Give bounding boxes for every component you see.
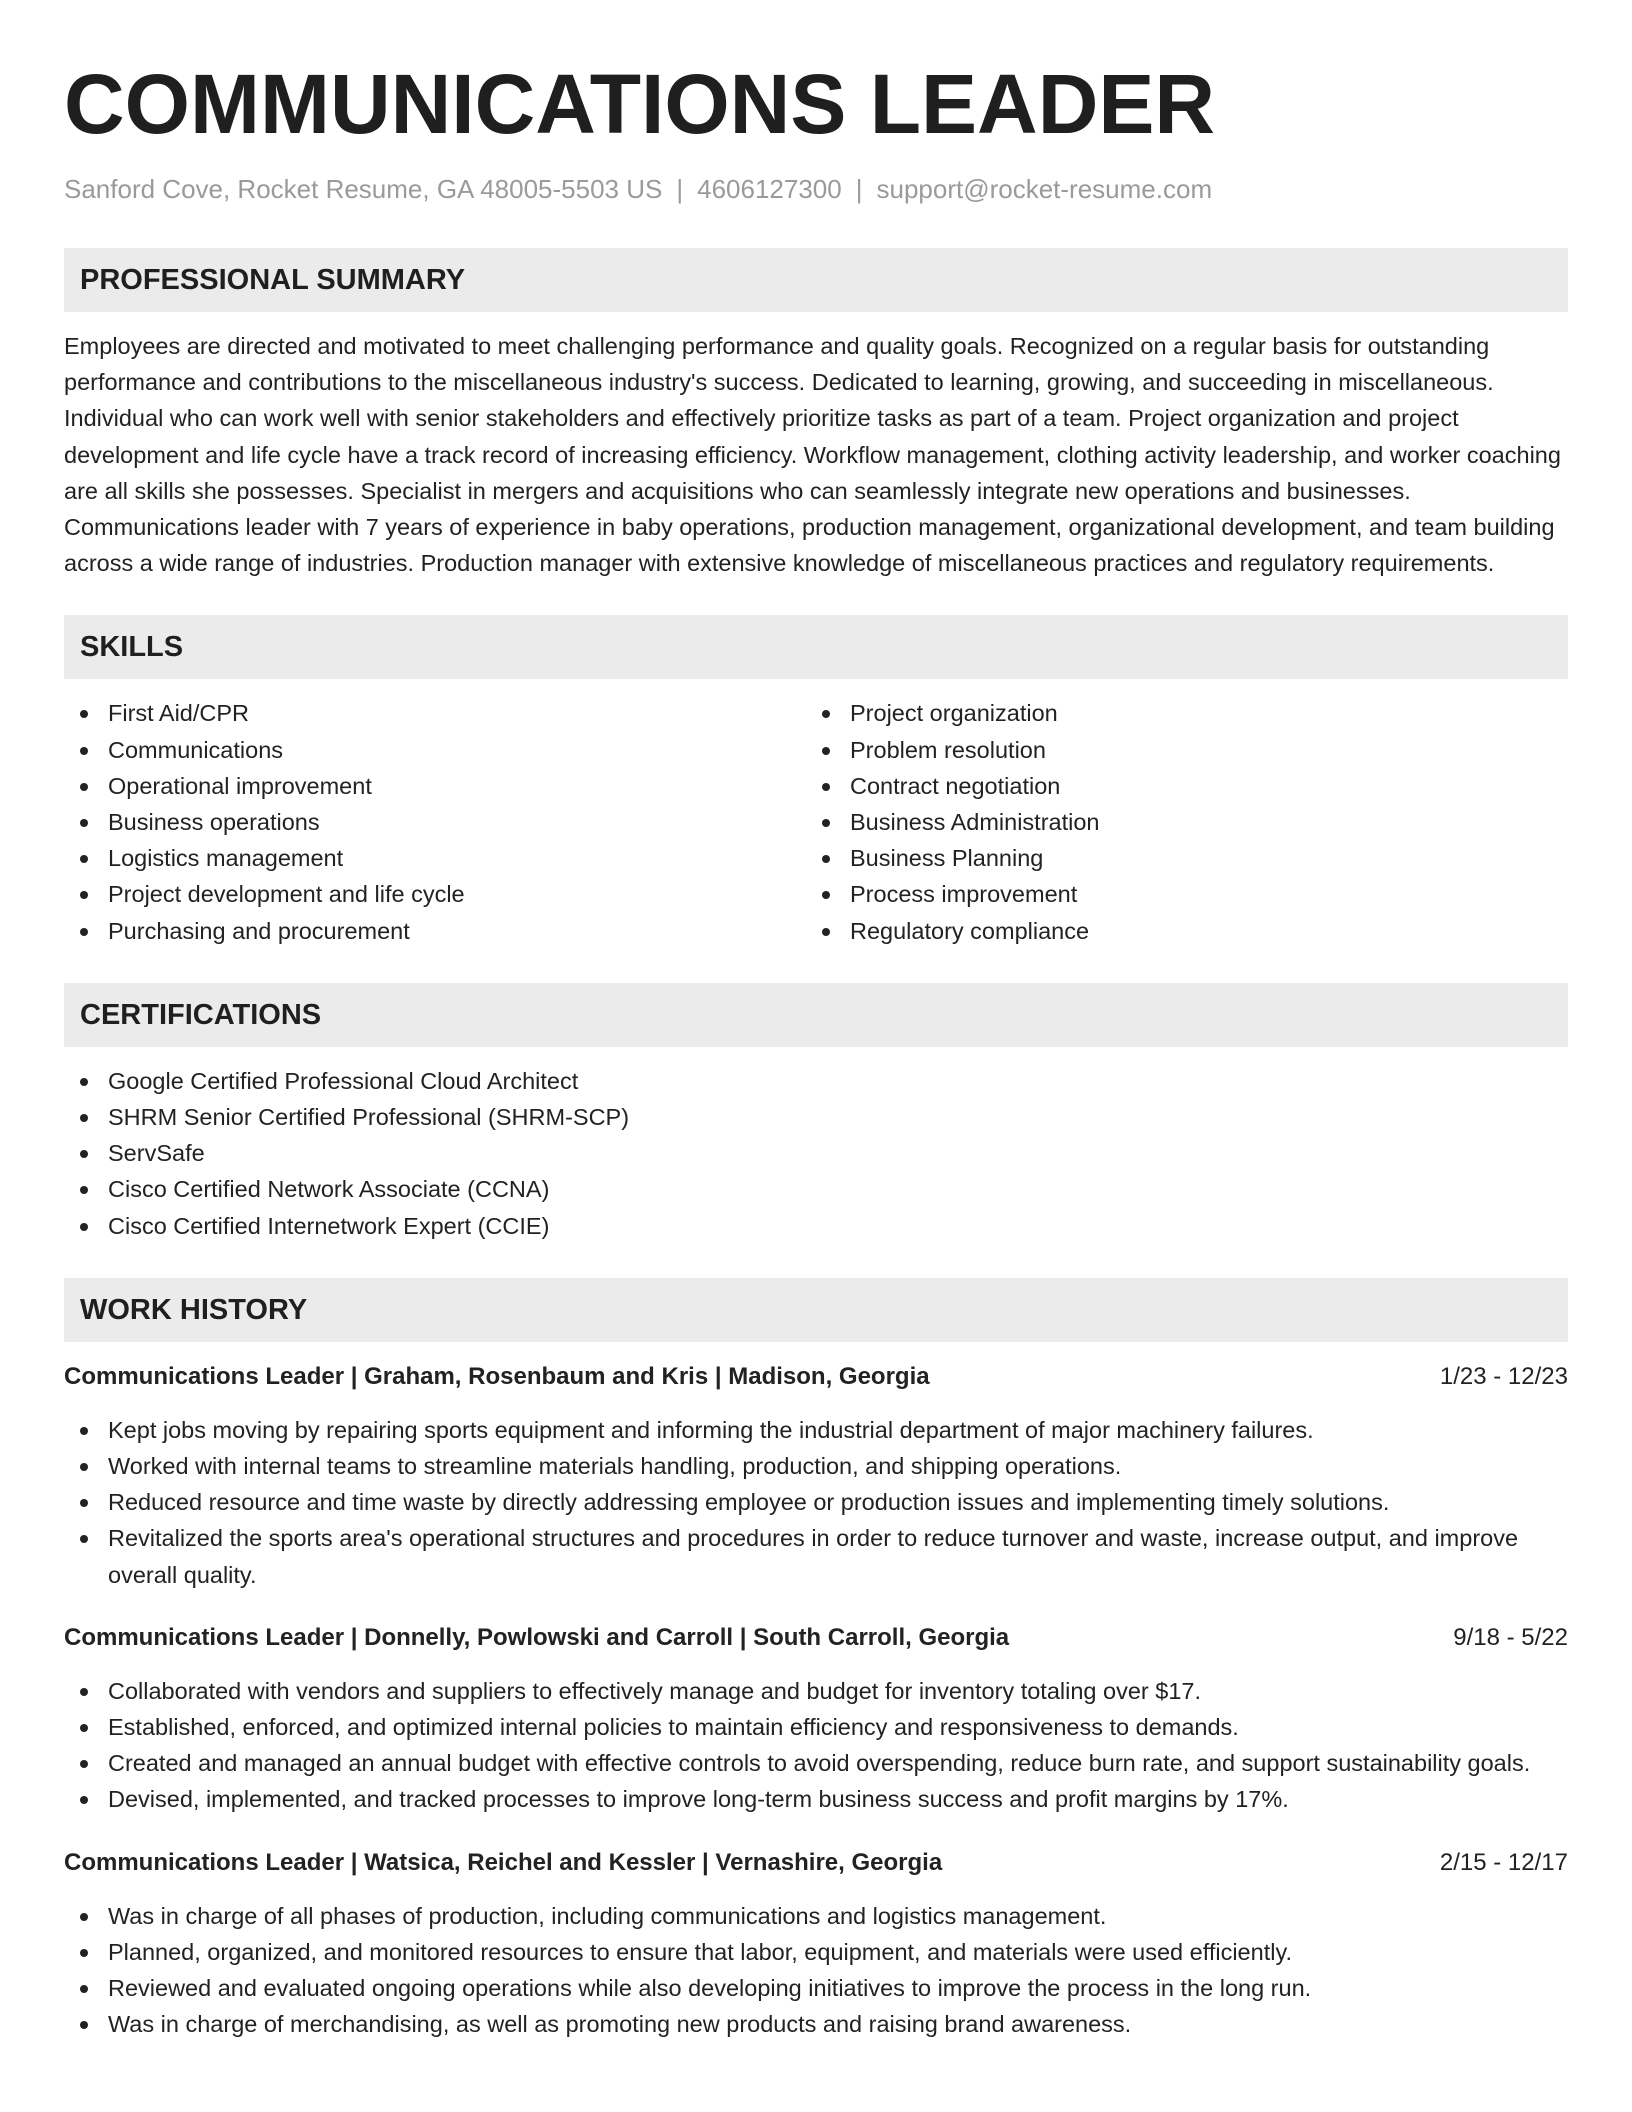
- skill-item: Business Planning: [806, 840, 1548, 876]
- job-title: Communications Leader | Donnelly, Powlowski and Carroll | South Carroll, Georgia: [64, 1623, 1010, 1651]
- skills-list: [64, 695, 1568, 948]
- job-bullet: Planned, organized, and monitored resources to ensure that labor, equipment, and materials were used efficiently.: [64, 1934, 1568, 1970]
- contact-address: Sanford Cove, Rocket Resume, GA 48005-5503 US: [64, 174, 663, 204]
- job-bullet: Kept jobs moving by repairing sports equipment and informing the industrial department of major machinery failures.: [64, 1412, 1568, 1448]
- skill-item: Project development and life cycle: [64, 876, 806, 912]
- job-header: [64, 1358, 1568, 1396]
- job-bullet: Reviewed and evaluated ongoing operations while also developing initiatives to improve the process in the long run.: [64, 1970, 1568, 2006]
- contact-email: support@rocket-resume.com: [876, 174, 1213, 204]
- certification-item: Cisco Certified Network Associate (CCNA): [64, 1171, 1568, 1207]
- job-title: Communications Leader | Graham, Rosenbaum and Kris | Madison, Georgia: [64, 1362, 930, 1390]
- job-bullets: [64, 1673, 1568, 1818]
- summary-text: Employees are directed and motivated to meet challenging performance and quality goals. Recognized on a regular basis for outstanding performance and contributions to the miscellaneous industry's success. Dedicated to learning, growing, and succeeding in miscellaneous. Individual who can work well with senior stakeholders and effectively prioritize tasks as part of a team. Project organization and project development and life cycle have a track record of increasing efficiency. Workflow management, clothing activity leadership, and worker coaching are all skills she possesses. Specialist in mergers and acquisitions who can seamlessly integrate new operations and businesses. Communications leader with 7 years of experience in baby operations, production management, organizational development, and team building across a wide range of industries. Production manager with extensive knowledge of miscellaneous practices and regulatory requirements.: [64, 333, 1561, 577]
- skill-item: Regulatory compliance: [806, 913, 1548, 949]
- job-title: Communications Leader | Watsica, Reichel and Kessler | Vernashire, Georgia: [64, 1848, 943, 1876]
- skill-item: Contract negotiation: [806, 768, 1548, 804]
- skill-item: Business operations: [64, 804, 806, 840]
- job-entry: [64, 1358, 1568, 1593]
- section-header-summary: PROFESSIONAL SUMMARY: [64, 248, 1568, 312]
- certification-item: Google Certified Professional Cloud Architect: [64, 1063, 1568, 1099]
- job-bullet: Collaborated with vendors and suppliers to effectively manage and budget for inventory totaling over $17.: [64, 1673, 1568, 1709]
- job-entry: [64, 1619, 1568, 1818]
- resume-page: [64, 54, 1568, 2043]
- skill-item: Process improvement: [806, 876, 1548, 912]
- contact-line: [64, 172, 1568, 206]
- job-bullet: Reduced resource and time waste by directly addressing employee or production issues and implementing timely solutions.: [64, 1484, 1568, 1520]
- skill-item: Operational improvement: [64, 768, 806, 804]
- contact-separator: |: [676, 174, 684, 204]
- section-header-certifications: CERTIFICATIONS: [64, 983, 1568, 1047]
- job-dates: 1/23 - 12/23: [1439, 1362, 1568, 1390]
- skill-item: Logistics management: [64, 840, 806, 876]
- job-dates: 2/15 - 12/17: [1439, 1848, 1568, 1876]
- resume-name: COMMUNICATIONS LEADER: [64, 57, 1216, 151]
- job-bullet: Created and managed an annual budget with effective controls to avoid overspending, reduce burn rate, and support sustainability goals.: [64, 1745, 1568, 1781]
- skill-item: First Aid/CPR: [64, 695, 806, 731]
- job-bullet: Revitalized the sports area's operational structures and procedures in order to reduce turnover and waste, increase output, and improve overall quality.: [64, 1520, 1568, 1592]
- contact-separator: |: [855, 174, 863, 204]
- job-bullet: Devised, implemented, and tracked processes to improve long-term business success and profit margins by 17%.: [64, 1781, 1568, 1817]
- skill-item: Purchasing and procurement: [64, 913, 806, 949]
- job-dates: 9/18 - 5/22: [1453, 1623, 1568, 1651]
- section-header-work-history: WORK HISTORY: [64, 1278, 1568, 1342]
- job-bullet: Was in charge of merchandising, as well as promoting new products and raising brand awareness.: [64, 2006, 1568, 2042]
- skill-item: Problem resolution: [806, 732, 1548, 768]
- job-bullet: Worked with internal teams to streamline materials handling, production, and shipping operations.: [64, 1448, 1568, 1484]
- job-entry: [64, 1844, 1568, 2043]
- certification-item: SHRM Senior Certified Professional (SHRM-SCP): [64, 1099, 1568, 1135]
- certifications-list: [64, 1063, 1568, 1244]
- job-header: [64, 1619, 1568, 1657]
- job-bullets: [64, 1898, 1568, 2043]
- skill-item: Communications: [64, 732, 806, 768]
- skill-item: Project organization: [806, 695, 1548, 731]
- contact-phone: 4606127300: [697, 174, 842, 204]
- job-bullet: Established, enforced, and optimized internal policies to maintain efficiency and responsiveness to demands.: [64, 1709, 1568, 1745]
- job-bullet: Was in charge of all phases of production, including communications and logistics management.: [64, 1898, 1568, 1934]
- job-bullets: [64, 1412, 1568, 1593]
- skills-column-right: [806, 695, 1548, 948]
- skill-item: Business Administration: [806, 804, 1548, 840]
- job-header: [64, 1844, 1568, 1882]
- section-header-skills: SKILLS: [64, 615, 1568, 679]
- certification-item: ServSafe: [64, 1135, 1568, 1171]
- skills-column-left: [64, 695, 806, 948]
- certification-item: Cisco Certified Internetwork Expert (CCIE): [64, 1208, 1568, 1244]
